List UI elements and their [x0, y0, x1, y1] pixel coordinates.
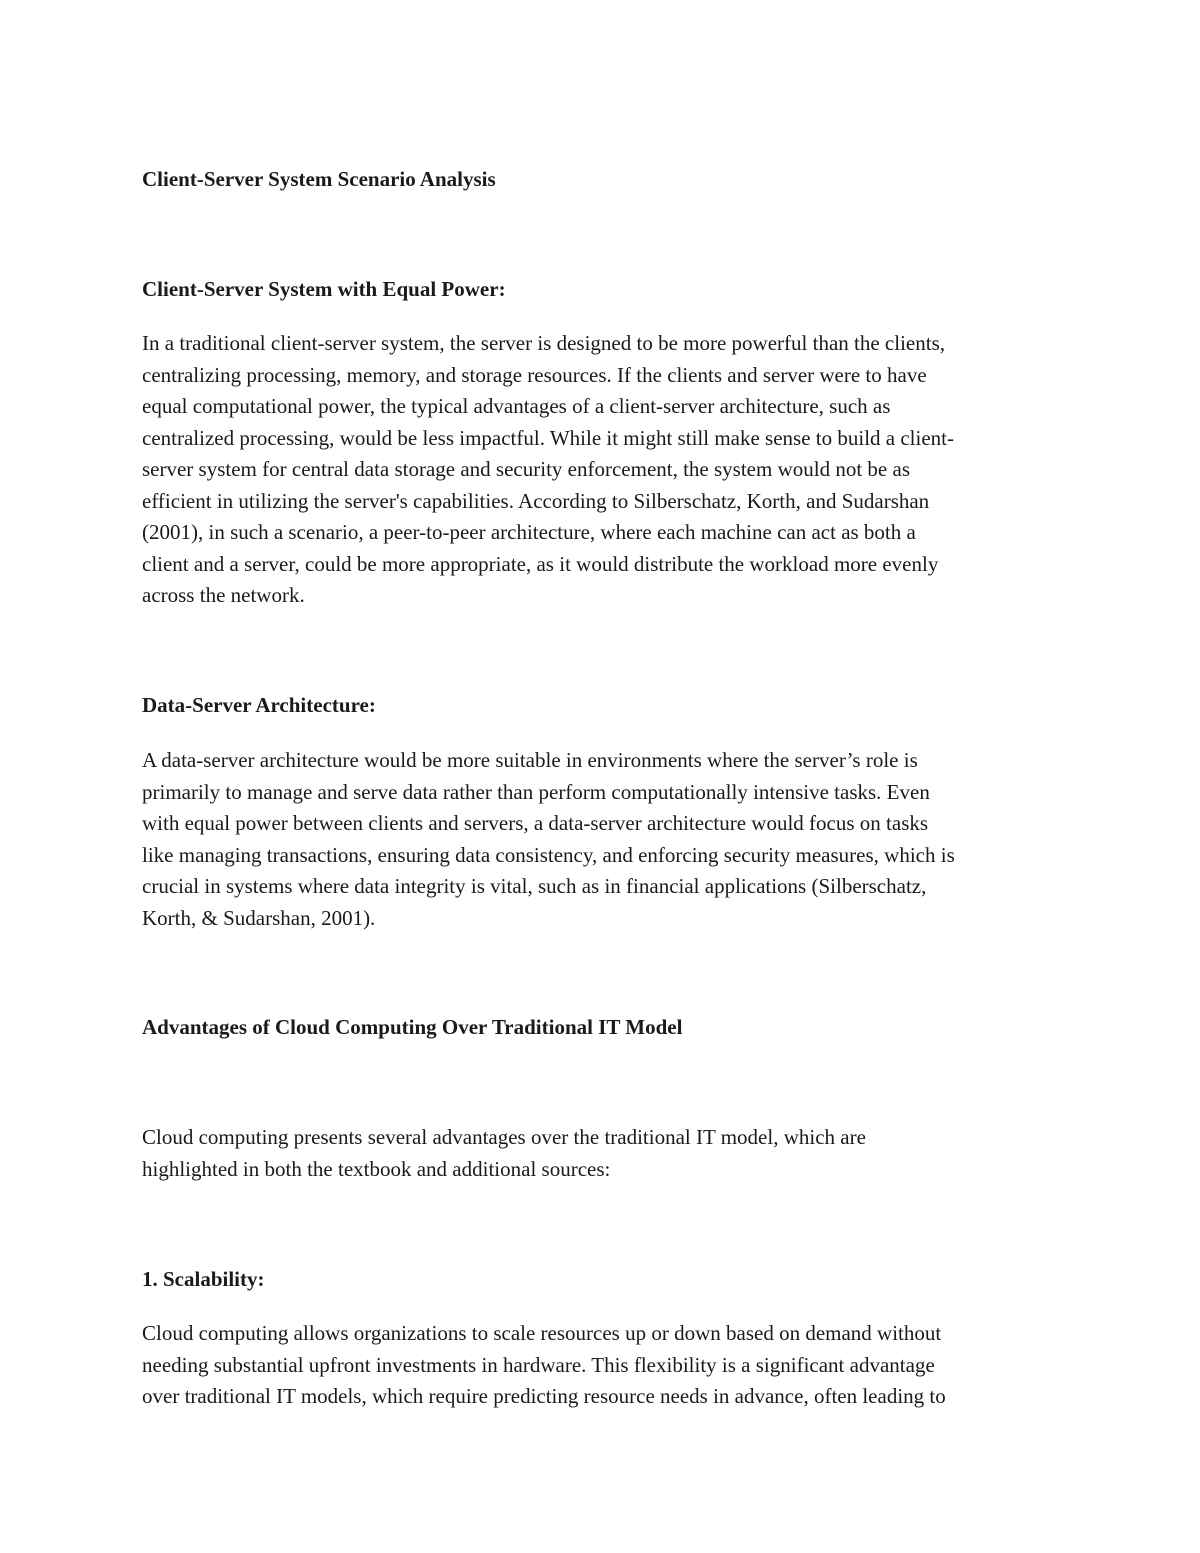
- section-heading-cloud-advantages: Advantages of Cloud Computing Over Traditional IT Model: [142, 1015, 683, 1039]
- document-title: Client-Server System Scenario Analysis: [142, 167, 496, 191]
- text-line: centralizing processing, memory, and storage resources. If the clients and server were to have: [142, 362, 927, 387]
- text-line: Korth, & Sudarshan, 2001).: [142, 905, 376, 930]
- text-line: A data-server architecture would be more suitable in environments where the server’s role is: [142, 748, 918, 772]
- text-line: client and a server, could be more appropriate, as it would distribute the workload more evenly: [142, 551, 939, 576]
- text-line: across the network.: [142, 583, 305, 607]
- text-line: with equal power between clients and servers, a data-server architecture would focus on tasks: [142, 811, 929, 835]
- paragraph-cloud-intro: [142, 1122, 1072, 1185]
- section-heading-equal-power: Client-Server System with Equal Power:: [142, 277, 506, 301]
- text-line: over traditional IT models, which require predicting resource needs in advance, often leading to: [142, 1384, 946, 1408]
- text-line: Cloud computing presents several advantages over the traditional IT model, which are: [142, 1125, 866, 1149]
- text-line: centralized processing, would be less impactful. While it might still make sense to build a client-: [142, 425, 954, 450]
- text-line: server system for central data storage and security enforcement, the system would not be as: [142, 457, 910, 481]
- text-line: like managing transactions, ensuring data consistency, and enforcing security measures, which is: [142, 842, 955, 867]
- text-line: primarily to manage and serve data rather than perform computationally intensive tasks. Even: [142, 779, 930, 804]
- text-line: equal computational power, the typical advantages of a client-server architecture, such as: [142, 394, 891, 418]
- text-line: Cloud computing allows organizations to scale resources up or down based on demand without: [142, 1321, 942, 1345]
- section-heading-data-server: Data-Server Architecture:: [142, 693, 376, 717]
- text-line: In a traditional client-server system, the server is designed to be more powerful than the clients,: [142, 331, 945, 355]
- paragraph-equal-power: [142, 328, 1072, 612]
- text-line: highlighted in both the textbook and additional sources:: [142, 1156, 611, 1181]
- section-heading-scalability: 1. Scalability:: [142, 1267, 265, 1291]
- text-line: needing substantial upfront investments in hardware. This flexibility is a significant advantage: [142, 1352, 935, 1377]
- paragraph-data-server: [142, 745, 1072, 934]
- text-line: crucial in systems where data integrity is vital, such as in financial applications (Silberschatz,: [142, 874, 927, 898]
- paragraph-scalability: [142, 1318, 1072, 1413]
- text-line: efficient in utilizing the server's capabilities. According to Silberschatz, Korth, and Sudarshan: [142, 488, 930, 513]
- text-line: (2001), in such a scenario, a peer-to-peer architecture, where each machine can act as both a: [142, 520, 916, 544]
